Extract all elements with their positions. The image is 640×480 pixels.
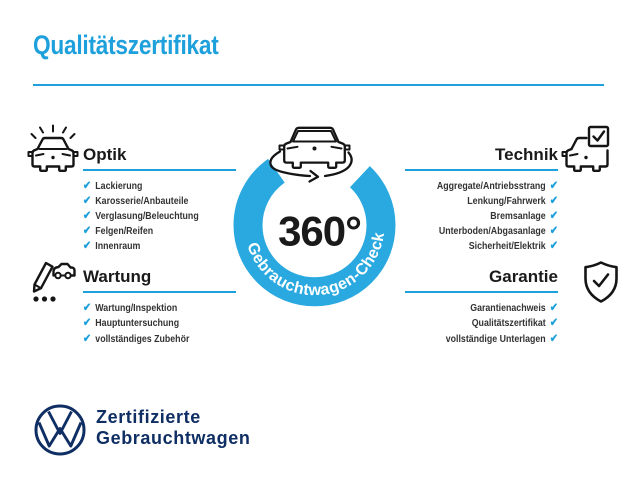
check-item-label: Aggregate/Antriebsstrang	[436, 180, 546, 192]
page-title: Qualitätszertifikat	[33, 30, 219, 60]
checklist	[83, 301, 236, 347]
checklist	[405, 179, 558, 254]
section-divider	[405, 169, 558, 171]
check-item	[83, 239, 212, 254]
check-icon: ✔	[549, 317, 558, 330]
car-checkbox-icon	[561, 124, 613, 178]
check-icon: ✔	[83, 332, 92, 345]
check-item-label: Hauptuntersuchung	[95, 317, 180, 330]
check-item-label: vollständige Unterlagen	[445, 332, 546, 345]
section-title: Technik	[495, 145, 558, 164]
check-item	[83, 301, 212, 316]
checklist	[405, 301, 558, 347]
check-icon: ✔	[549, 209, 558, 222]
check-icon: ✔	[83, 224, 92, 237]
section-divider	[405, 291, 558, 293]
check-item	[83, 194, 212, 209]
brand-wordmark-line2: Gebrauchtwagen	[96, 427, 251, 448]
sparkling-car-icon	[27, 124, 79, 178]
check-item-label: Wartung/Inspektion	[95, 302, 178, 314]
check-icon: ✔	[549, 332, 558, 345]
checklist	[83, 179, 236, 254]
check-icon: ✔	[549, 302, 558, 314]
brand-wordmark	[96, 407, 250, 448]
badge-degrees-label: 360°	[278, 207, 361, 255]
check-icon: ✔	[549, 194, 558, 207]
check-item	[83, 179, 212, 194]
section-title: Garantie	[489, 267, 558, 286]
check-item-label: Felgen/Reifen	[95, 224, 154, 237]
section-divider	[83, 291, 236, 293]
title-divider	[33, 84, 604, 86]
check-item-label: Sicherheit/Elektrik	[468, 239, 546, 252]
shield-check-icon	[577, 259, 625, 307]
check-icon: ✔	[83, 209, 92, 222]
check-item	[83, 209, 212, 224]
check-icon: ✔	[83, 317, 92, 330]
check-item	[429, 209, 558, 224]
check-item	[429, 194, 558, 209]
section-technik	[405, 145, 558, 254]
check-icon: ✔	[83, 239, 92, 252]
check-item-label: Lenkung/Fahrwerk	[467, 194, 546, 207]
section-title: Wartung	[83, 267, 152, 286]
check-item-label: Qualitätszertifikat	[471, 317, 546, 330]
check-item	[83, 224, 212, 239]
check-icon: ✔	[83, 180, 92, 192]
check-icon: ✔	[549, 224, 558, 237]
check-item	[429, 179, 558, 194]
section-title: Optik	[83, 145, 127, 164]
check-item	[429, 239, 558, 254]
check-item-label: Lackierung	[95, 180, 143, 192]
car-rotation-icon	[270, 128, 351, 182]
check-icon: ✔	[83, 302, 92, 314]
badge-ring-label: Gebrauchtwagen-Check	[243, 230, 389, 300]
check-item-label: Unterboden/Abgasanlage	[438, 224, 546, 237]
check-item	[429, 332, 558, 347]
check-item-label: Garantienachweis	[470, 302, 546, 314]
check-icon: ✔	[549, 239, 558, 252]
check-item-label: Verglasung/Beleuchtung	[95, 209, 199, 222]
brand-wordmark-line1: Zertifizierte	[96, 407, 201, 427]
check-item-label: vollständiges Zubehör	[95, 332, 190, 345]
section-wartung	[83, 267, 236, 347]
service-checklist-icon	[23, 255, 77, 307]
check-item	[429, 316, 558, 331]
section-divider	[83, 169, 236, 171]
check-icon: ✔	[83, 194, 92, 207]
vw-logo	[32, 402, 88, 458]
section-optik	[83, 145, 236, 254]
check-item	[83, 316, 212, 331]
section-garantie	[405, 267, 558, 347]
360-degree-badge	[222, 118, 412, 318]
check-item-label: Karosserie/Anbauteile	[95, 194, 189, 207]
check-icon: ✔	[549, 180, 558, 192]
check-item	[429, 301, 558, 316]
check-item-label: Bremsanlage	[490, 209, 546, 222]
check-item	[83, 332, 212, 347]
check-item	[429, 224, 558, 239]
check-item-label: Innenraum	[95, 239, 141, 252]
